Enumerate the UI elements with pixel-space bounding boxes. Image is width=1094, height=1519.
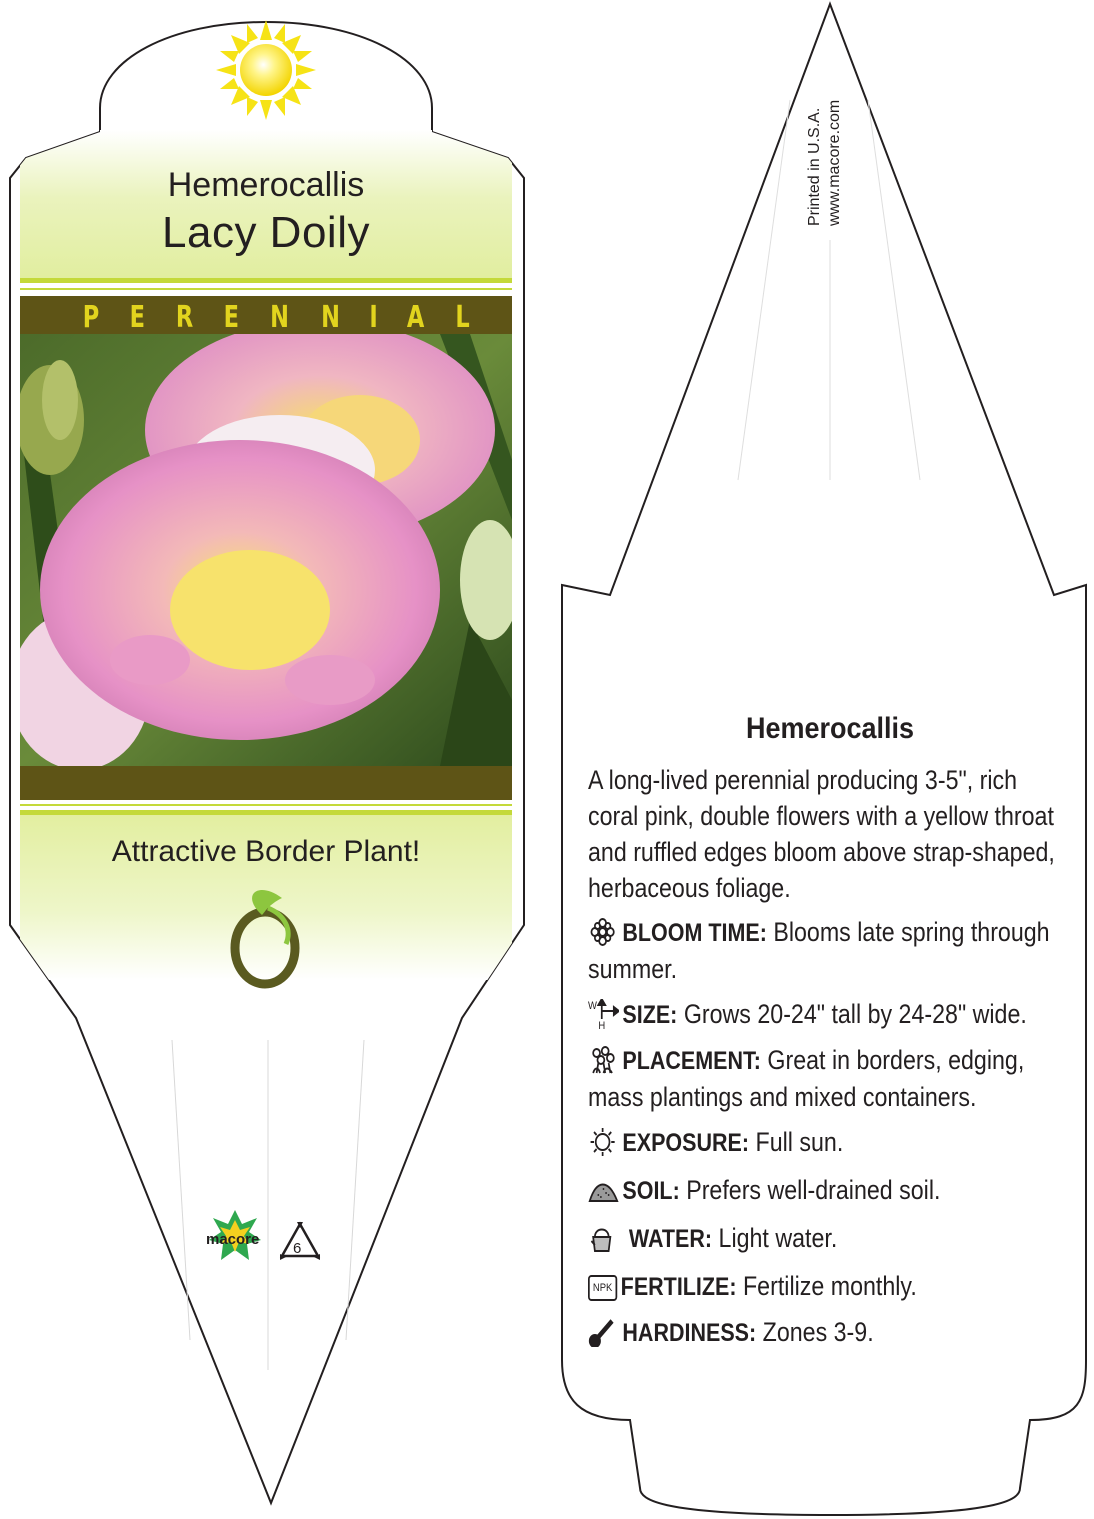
front-cultivar-name: Lacy Doily	[162, 208, 370, 257]
attribute-fertilize	[588, 1268, 1070, 1305]
watering-can-icon	[588, 1223, 619, 1253]
attr-key: HARDINESS:	[622, 1319, 757, 1347]
attr-value: Blooms late spring through summer.	[588, 917, 1050, 984]
attribute-bloom-time	[588, 914, 1070, 987]
sun-icon	[216, 20, 316, 120]
npk-label: NPK	[592, 1282, 613, 1294]
attr-value: Full sun.	[755, 1127, 844, 1157]
attr-key: SOIL:	[622, 1177, 680, 1205]
category-letter: P	[82, 299, 100, 335]
soil-pile-icon	[588, 1175, 619, 1205]
category-letter: E	[129, 299, 146, 335]
attr-key: PLACEMENT:	[622, 1047, 761, 1075]
flower-icon	[588, 917, 619, 947]
sun-outline-icon	[588, 1127, 619, 1157]
front-genus-name: Hemerocallis	[167, 166, 365, 204]
npk-icon	[588, 1275, 617, 1301]
plant-description: A long-lived perennial producing 3-5", rich coral pink, double flowers with a yellow throat and ruffled edges bloom above strap-shaped, herbaceous foliage.	[588, 765, 1055, 903]
category-letter: L	[455, 299, 470, 335]
attribute-exposure	[588, 1124, 1070, 1161]
flower-photo	[10, 320, 520, 770]
category-letter: A	[407, 299, 425, 335]
macore-brand-text: macore	[206, 1231, 260, 1248]
category-letter: R	[175, 299, 194, 335]
attr-key: FERTILIZE:	[620, 1273, 737, 1301]
attr-key: SIZE:	[622, 1001, 678, 1029]
attr-value: Grows 20-24" tall by 24-28" wide.	[683, 999, 1027, 1029]
printed-in: Printed in U.S.A.	[806, 107, 823, 226]
attr-value: Fertilize monthly.	[743, 1271, 917, 1301]
attr-key: WATER:	[628, 1225, 713, 1253]
attr-value: Zones 3-9.	[762, 1317, 874, 1347]
size-arrows-icon	[588, 999, 619, 1032]
attribute-hardiness	[588, 1314, 1070, 1351]
attr-key: BLOOM TIME:	[622, 919, 767, 947]
tagline: Attractive Border Plant!	[111, 835, 421, 868]
category-letter: I	[369, 299, 378, 335]
recycle-code: 6	[293, 1240, 302, 1257]
thermometer-icon	[588, 1317, 619, 1347]
attr-key: EXPOSURE:	[622, 1129, 750, 1157]
attribute-soil	[588, 1172, 1070, 1209]
category-banner	[20, 300, 512, 334]
back-title: Hemerocallis	[745, 712, 915, 745]
printed-info	[805, 100, 845, 226]
plant-cluster-icon	[588, 1045, 619, 1075]
size-h-letter: H	[598, 1020, 606, 1032]
attr-value: Prefers well-drained soil.	[686, 1175, 941, 1205]
attribute-size	[588, 996, 1070, 1033]
website: www.macore.com	[826, 99, 843, 226]
size-w-letter: W	[588, 1000, 597, 1012]
attribute-placement	[588, 1042, 1070, 1115]
attr-value: Great in borders, edging, mass plantings and mixed containers.	[588, 1045, 1025, 1112]
category-letter: N	[270, 299, 290, 335]
category-letter: N	[320, 299, 340, 335]
attribute-water	[588, 1220, 1070, 1257]
category-letter: E	[223, 299, 240, 335]
attr-value: Light water.	[718, 1223, 838, 1253]
